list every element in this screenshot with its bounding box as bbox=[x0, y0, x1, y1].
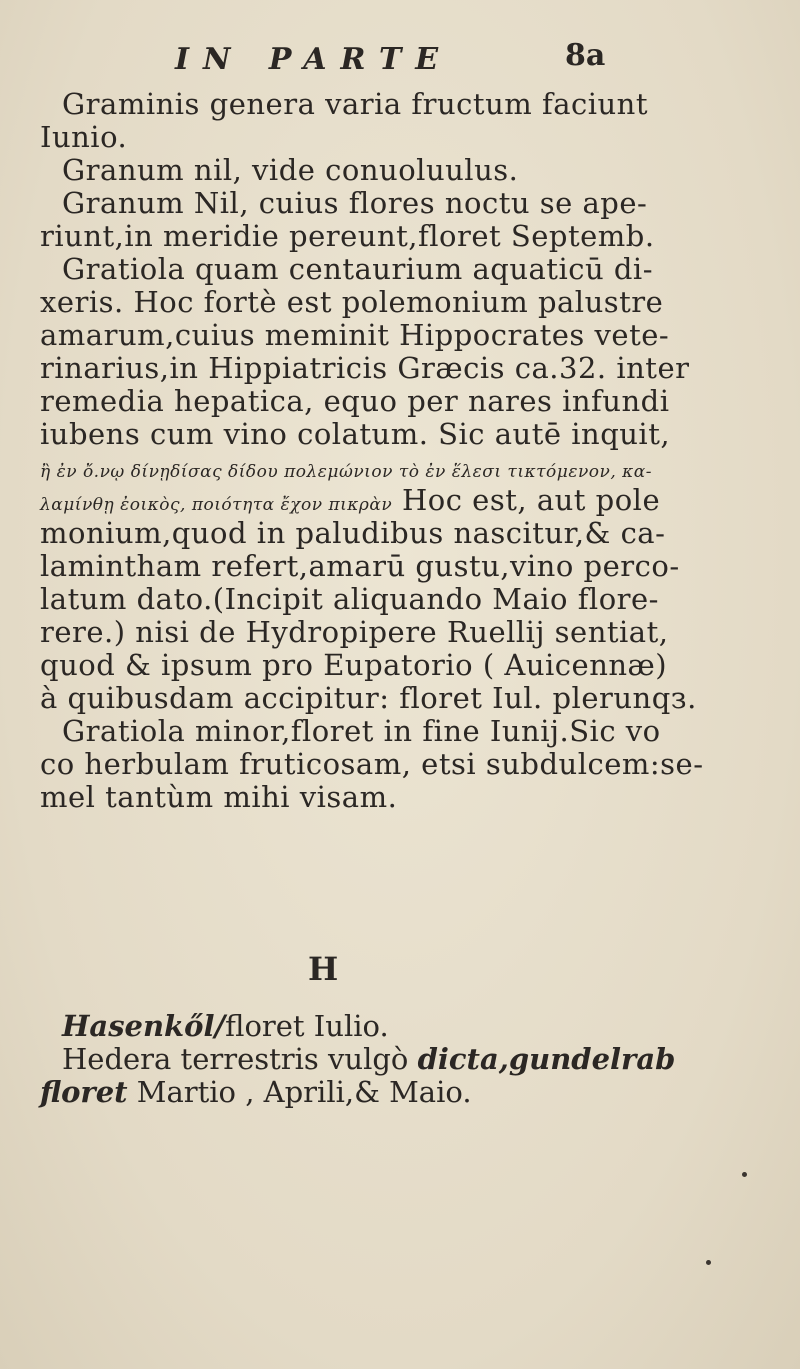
text-line: rere.) nisi de Hydropipere Ruellij sentiat, bbox=[40, 615, 669, 649]
text-line: Gratiola quam centaurium aquaticū di- bbox=[62, 252, 653, 286]
text-line: rinarius,in Hippiatricis Græcis ca.32. inter bbox=[40, 351, 690, 385]
text-line: quod & ipsum pro Eupatorio ( Auicennæ) bbox=[40, 648, 668, 682]
section-h-text bbox=[40, 1010, 790, 1109]
entry-hedera: Hedera terrestris vulgò dicta,gundelrab bbox=[62, 1042, 676, 1076]
text-line: Granum Nil, cuius flores noctu se ape- bbox=[62, 186, 648, 220]
entry-hedera-cont: floret Martio , Aprili,& Maio. bbox=[40, 1075, 472, 1109]
text-line: Graminis genera varia fructum faciunt bbox=[62, 87, 649, 121]
paper-speck bbox=[742, 1172, 747, 1177]
text-line: xeris. Hoc fortè est polemonium palustre bbox=[40, 285, 664, 319]
greek-quote-line-2: λαμίνθῃ ἐοικὸς, ποιότητα ἔχον πικρὰν Hoc est, aut pole bbox=[40, 483, 661, 517]
paper-speck bbox=[706, 1260, 711, 1265]
text-line: remedia hepatica, equo per nares infundi bbox=[40, 384, 670, 418]
text-line: monium,quod in paludibus nascitur,& ca- bbox=[40, 516, 666, 550]
text-line: mel tantùm mihi visam. bbox=[40, 780, 398, 814]
text-line: co herbulam fruticosam, etsi subdulcem:se- bbox=[40, 747, 704, 781]
main-text bbox=[40, 88, 790, 814]
text-line: Iunio. bbox=[40, 120, 128, 154]
text-line: iubens cum vino colatum. Sic autē inquit, bbox=[40, 417, 671, 451]
text-line: latum dato.(Incipit aliquando Maio flore- bbox=[40, 582, 659, 616]
folio-number: 8a bbox=[565, 38, 606, 73]
greek-quote-line-1: ἢ ἐν ὄ.νῳ δίνῃδίσας δίδου πολεμώνιον τὸ ἐν ἕλεσι τικτόμενον, κα- bbox=[40, 462, 653, 482]
entry-hasenkol: Hasenkől/floret Iulio. bbox=[62, 1009, 389, 1043]
page-header bbox=[175, 38, 775, 86]
text-line: à quibusdam accipitur: floret Iul. plerunqз. bbox=[40, 681, 697, 715]
text-block-b bbox=[40, 517, 790, 814]
running-head: IN PARTE bbox=[175, 42, 453, 77]
text-line: Granum nil, vide conuoluulus. bbox=[62, 153, 519, 187]
section-letter: H bbox=[308, 950, 339, 988]
text-line: riunt,in meridie pereunt,floret Septemb. bbox=[40, 219, 655, 253]
text-block-a bbox=[40, 88, 790, 451]
text-line: Gratiola minor,floret in fine Iunij.Sic vo bbox=[62, 714, 661, 748]
text-line: lamintham refert,amarū gustu,vino perco- bbox=[40, 549, 680, 583]
text-line: amarum,cuius meminit Hippocrates vete- bbox=[40, 318, 670, 352]
